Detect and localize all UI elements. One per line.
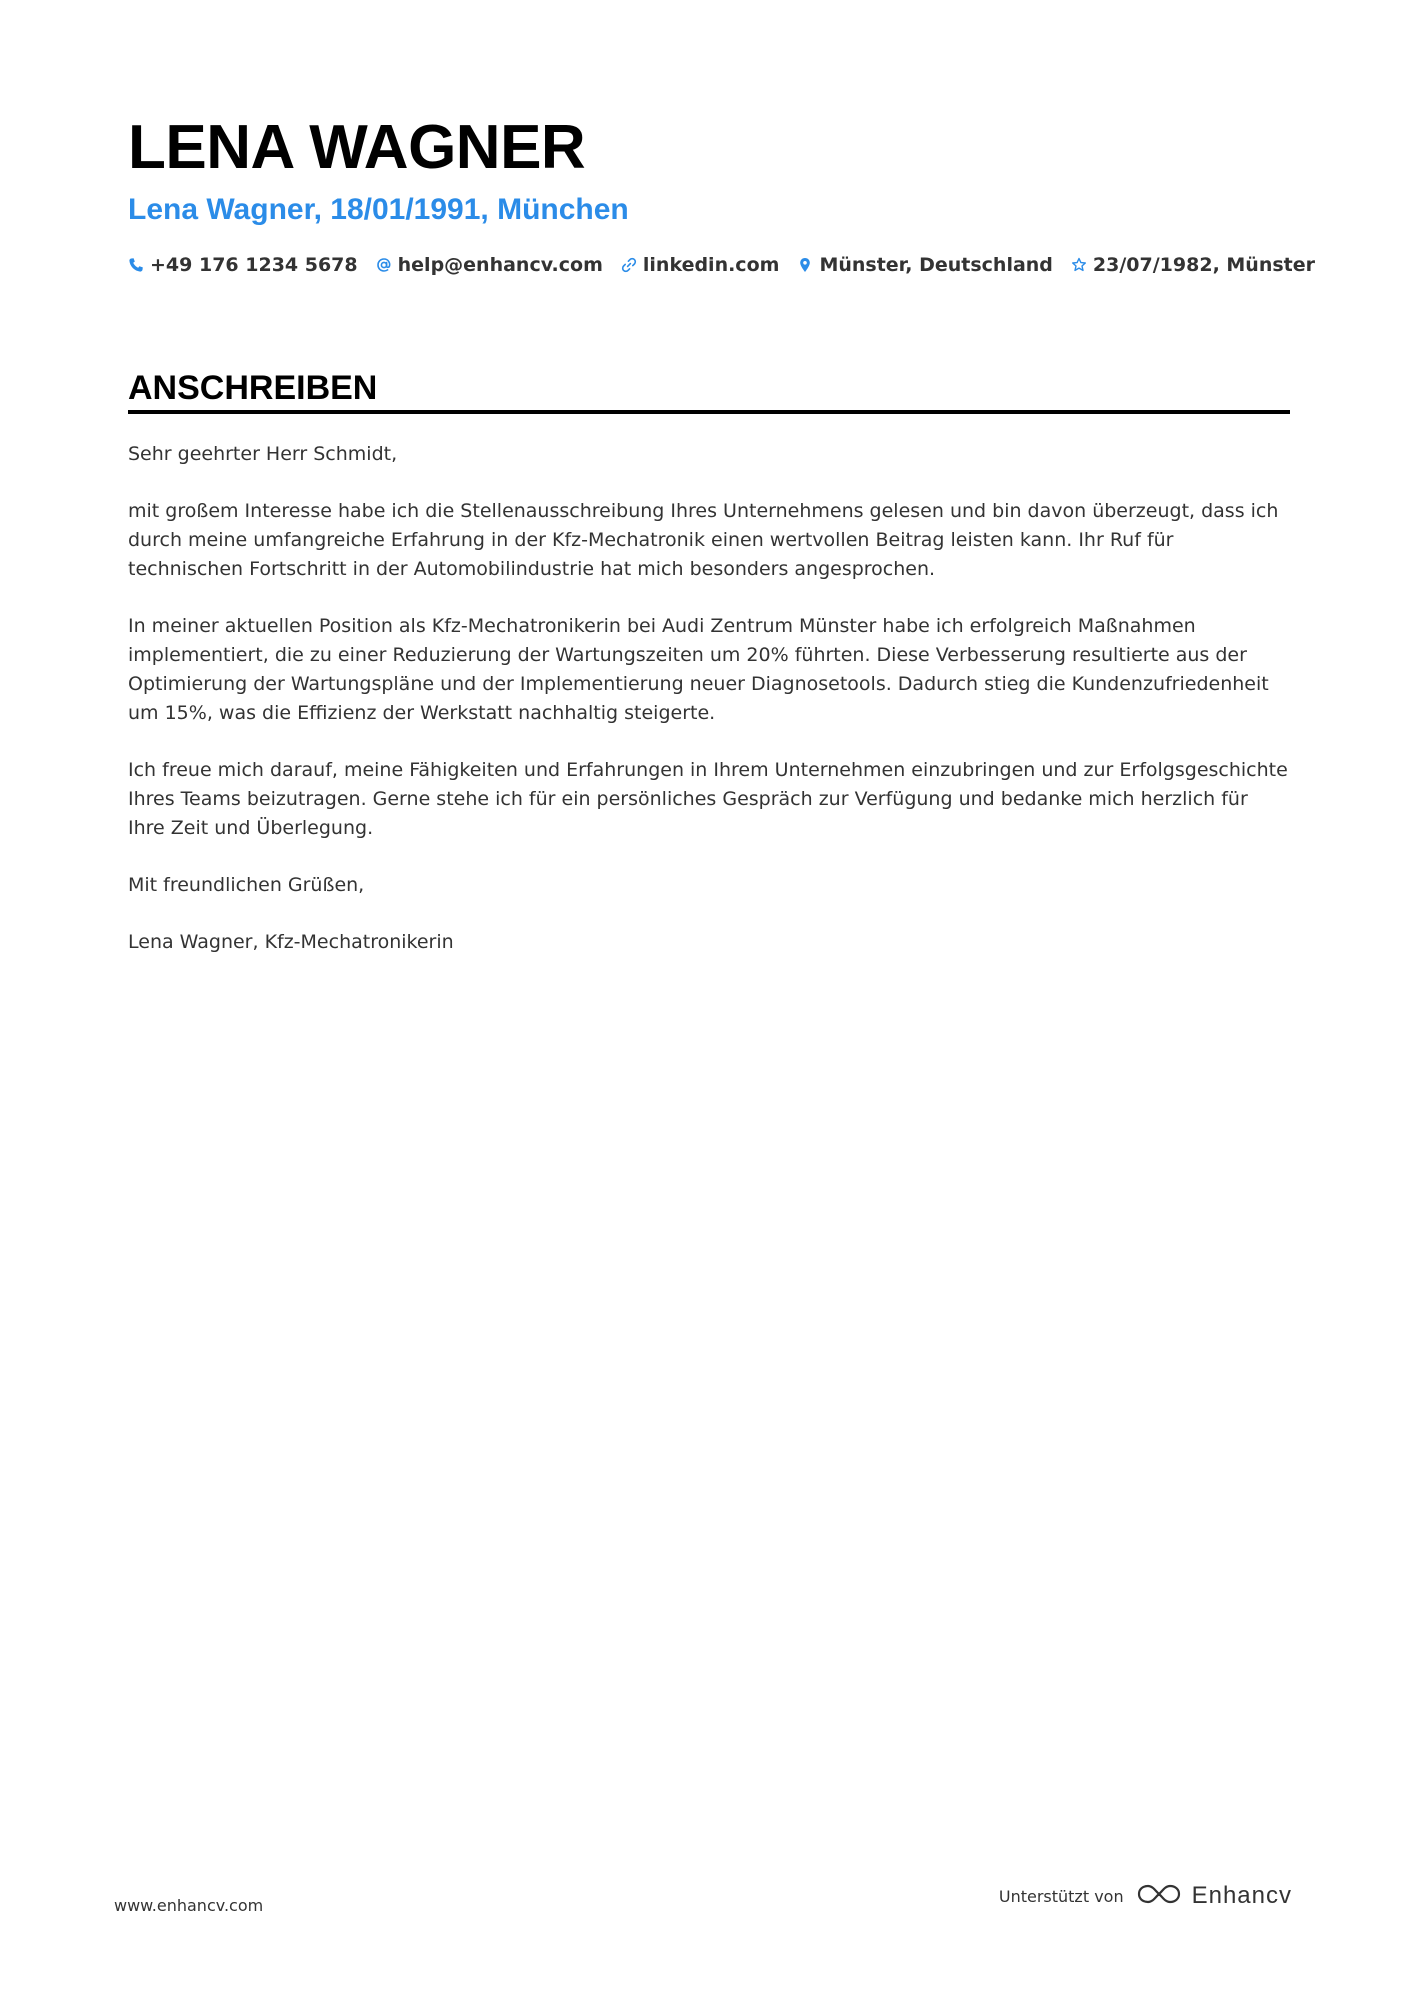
letter-salutation: Sehr geehrter Herr Schmidt,	[128, 443, 398, 465]
contact-location	[797, 254, 1052, 276]
letter-body	[128, 440, 1290, 985]
location-text: Münster, Deutschland	[819, 254, 1053, 276]
infinity-logo-icon	[1136, 1882, 1182, 1910]
powered-by-label: Unterstützt von	[998, 1886, 1124, 1906]
letter-closing: Mit freundlichen Grüßen,	[128, 874, 365, 896]
contact-birth	[1071, 254, 1315, 276]
linkedin-link[interactable]: linkedin.com	[642, 254, 780, 276]
applicant-subtitle: Lena Wagner, 18/01/1991, München	[128, 193, 629, 226]
star-icon	[1071, 257, 1087, 273]
contact-linkedin[interactable]	[621, 254, 780, 276]
applicant-name: LENA WAGNER	[128, 113, 586, 182]
contact-phone	[128, 254, 358, 276]
section-divider	[128, 410, 1290, 414]
letter-paragraph: Ich freue mich darauf, meine Fähigkeiten und Erfahrungen in Ihrem Unternehmen einzubringen und zur Erfolgsgeschichte Ihres Teams beizutragen. Gerne stehe ich für ein persönliches Gespräch zur Verfügung und bedanke mich herzlich für Ihre Zeit und Überlegung.	[128, 759, 1288, 839]
link-icon	[621, 257, 637, 273]
birth-info: 23/07/1982, Münster	[1092, 254, 1316, 276]
footer-branding	[999, 1882, 1292, 1910]
email-address[interactable]: help@enhancv.com	[397, 254, 603, 276]
phone-icon	[128, 257, 144, 273]
phone-number: +49 176 1234 5678	[150, 254, 358, 276]
brand-logo[interactable]	[1136, 1882, 1292, 1910]
letter-signature: Lena Wagner, Kfz-Mechatronikerin	[128, 931, 454, 953]
letter-paragraph: In meiner aktuellen Position als Kfz-Mechatronikerin bei Audi Zentrum Münster habe ich erfolgreich Maßnahmen implementiert, die zu einer Reduzierung der Wartungszeiten um 20% führten. Diese Verbesserung resultierte aus der Optimierung der Wartungspläne und der Implementierung neuer Diagnosetools. Dadurch stieg die Kundenzufriedenheit um 15%, was die Effizienz der Werkstatt nachhaltig steigerte.	[128, 615, 1269, 724]
contact-bar	[128, 254, 1315, 276]
contact-email[interactable]	[376, 254, 603, 276]
brand-name: Enhancv	[1191, 1882, 1292, 1909]
at-icon	[376, 257, 392, 273]
section-title: ANSCHREIBEN	[128, 369, 378, 407]
footer-website[interactable]: www.enhancv.com	[114, 1896, 264, 1915]
letter-paragraph: mit großem Interesse habe ich die Stellenausschreibung Ihres Unternehmens gelesen und bin davon überzeugt, dass ich durch meine umfangreiche Erfahrung in der Kfz-Mechatronik einen wertvollen Beitrag leisten kann. Ihr Ruf für technischen Fortschritt in der Automobilindustrie hat mich besonders angesprochen.	[128, 500, 1279, 580]
location-pin-icon	[797, 257, 813, 273]
